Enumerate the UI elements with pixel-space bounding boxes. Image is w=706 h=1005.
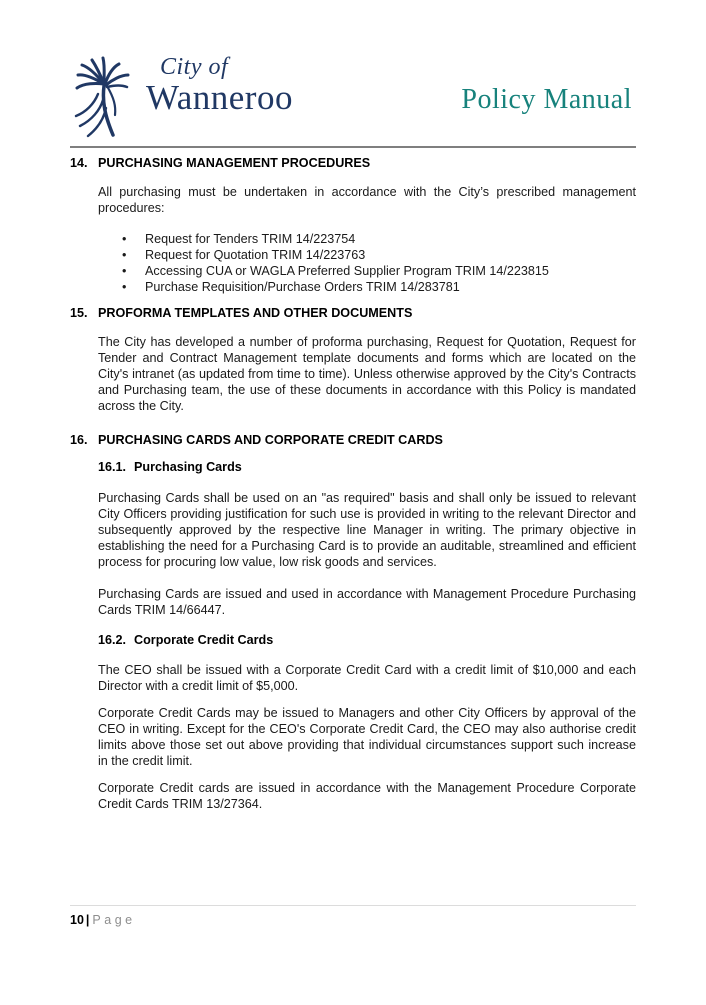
section-16-2-title: Corporate Credit Cards [134,633,274,647]
section-16-1-title: Purchasing Cards [134,460,242,474]
logo-wordmark [146,54,293,116]
logo-line-wanneroo: Wanneroo [146,78,293,117]
bullet-marker: • [122,264,127,278]
bullet-marker: • [122,248,127,262]
section-16-number: 16. [70,433,88,447]
page-footer [70,905,636,927]
section-15-paragraph: The City has developed a number of proforma purchasing, Request for Quotation, Request for Tender and Contract Management template documents and forms which are located on the City's intranet (as updated from time to time). Unless otherwise approved by the City's Contracts and Purchasing team, the use of these documents in accordance with this Policy is mandated across the City. [98,335,636,413]
page-header [70,0,636,148]
section-16-2-paragraph-3: Corporate Credit cards are issued in accordance with the Management Procedure Corporate Credit Cards TRIM 13/27364. [98,781,636,811]
section-15-heading [70,305,636,321]
bullet-marker: • [122,280,127,294]
section-16-title: PURCHASING CARDS AND CORPORATE CREDIT CARDS [98,433,443,447]
section-16-2-number: 16.2. [98,633,127,647]
section-14-title: PURCHASING MANAGEMENT PROCEDURES [98,156,371,170]
footer-page-label: Page [92,913,136,927]
section-16-1-paragraph-2: Purchasing Cards are issued and used in accordance with Management Procedure Purchasing Cards TRIM 14/66447. [98,587,636,617]
document-body [70,155,636,812]
kangaroo-paw-flower-icon [74,54,140,138]
bullet-marker: • [122,232,127,246]
section-16-2-heading [98,632,636,648]
section-16-2-paragraph-1: The CEO shall be issued with a Corporate Credit Card with a credit limit of $10,000 and each Director with a credit limit of $5,000. [98,663,636,693]
section-16-heading [70,432,636,448]
section-14-bullet-list [70,231,636,295]
bullet-item [70,279,636,295]
bullet-text: Purchase Requisition/Purchase Orders TRIM 14/283781 [145,280,460,294]
section-15-number: 15. [70,306,88,320]
bullet-text: Request for Quotation TRIM 14/223763 [145,248,366,262]
section-16-1-heading [98,459,636,475]
section-16-1-number: 16.1. [98,460,127,474]
bullet-item [70,231,636,247]
section-14-number: 14. [70,156,88,170]
section-14-paragraph: All purchasing must be undertaken in accordance with the City’s prescribed management procedures: [98,185,636,215]
logo-line-city-of: City of [160,54,229,80]
page-number: 10 [70,913,84,927]
section-16-1-paragraph-1: Purchasing Cards shall be used on an "as required" basis and shall only be issued to relevant City Officers providing justification for such use is provided in writing to the relevant Director and subsequently approved by the respective line Manager in writing. The primary objective in establishing the need for a Purchasing Card is to provide an auditable, streamlined and efficient process for procuring low value, low risk goods and services. [98,491,636,569]
bullet-text: Request for Tenders TRIM 14/223754 [145,232,356,246]
bullet-text: Accessing CUA or WAGLA Preferred Supplier Program TRIM 14/223815 [145,264,549,278]
document-title: Policy Manual [461,84,632,115]
section-15-title: PROFORMA TEMPLATES AND OTHER DOCUMENTS [98,306,413,320]
bullet-item [70,247,636,263]
footer-separator: | [85,913,90,927]
city-of-wanneroo-logo [74,54,293,138]
bullet-item [70,263,636,279]
section-14-heading [70,155,636,171]
section-16-2-paragraph-2: Corporate Credit Cards may be issued to Managers and other City Officers by approval of the CEO in writing. Except for the CEO's Corporate Credit Card, the CEO may also authorise credit limits above those set out above providing that individual circumstances support such increase in the credit limit. [98,706,636,768]
